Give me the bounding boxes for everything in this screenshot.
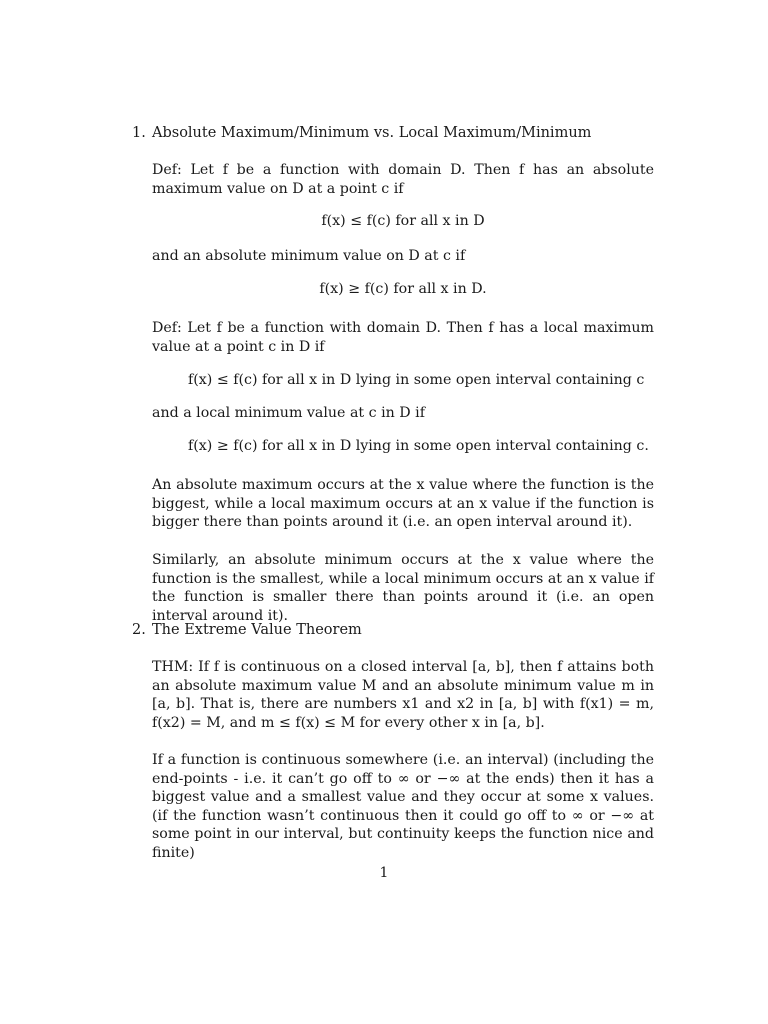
- equation-local-max: f(x) ≤ f(c) for all x in D lying in some open interval containing c: [188, 372, 645, 388]
- text-absolute-min-intro: and an absolute minimum value on D at c if: [152, 248, 466, 264]
- equation-absolute-max: f(x) ≤ f(c) for all x in D: [321, 213, 485, 229]
- section-1-number: 1.: [132, 125, 146, 141]
- section-1-title: Absolute Maximum/Minimum vs. Local Maximum/Minimum: [152, 125, 592, 141]
- text-local-min-intro: and a local minimum value at c in D if: [152, 405, 425, 421]
- section-2-title: The Extreme Value Theorem: [152, 622, 362, 638]
- section-2-number: 2.: [132, 622, 146, 638]
- equation-local-min: f(x) ≥ f(c) for all x in D lying in some open interval containing c.: [188, 438, 649, 454]
- definition-local: Def: Let f be a function with domain D. Then f has a local maximum value at a point c in D if: [152, 320, 654, 355]
- paragraph-maximum-explanation: An absolute maximum occurs at the x value where the function is the biggest, while a local maximum occurs at an x value if the function is bigger there than points around it (i.e. an open interval around it).: [152, 477, 654, 531]
- equation-absolute-min: f(x) ≥ f(c) for all x in D.: [319, 281, 487, 297]
- definition-absolute: Def: Let f be a function with domain D. Then f has an absolute maximum value on D at a point c if: [152, 162, 654, 197]
- paragraph-continuity-explanation: If a function is continuous somewhere (i.e. an interval) (including the end-points - i.e. it can’t go off to ∞ or −∞ at the ends) then it has a biggest value and a smallest value and they occur at some x values. (if the function wasn’t continuous then it could go off to ∞ or −∞ at some point in our interval, but continuity keeps the function nice and finite): [152, 752, 654, 861]
- paragraph-minimum-explanation: Similarly, an absolute minimum occurs at the x value where the function is the smallest, while a local minimum occurs at an x value if the function is smaller there than points around it (i.e. an open interval around it).: [152, 552, 654, 624]
- theorem-extreme-value: THM: If f is continuous on a closed interval [a, b], then f attains both an absolute maximum value M and an absolute minimum value m in [a, b]. That is, there are numbers x1 and x2 in [a, b] with f(x1) = m, f(x2) = M, and m ≤ f(x) ≤ M for every other x in [a, b].: [152, 659, 654, 731]
- page-number: 1: [379, 865, 389, 881]
